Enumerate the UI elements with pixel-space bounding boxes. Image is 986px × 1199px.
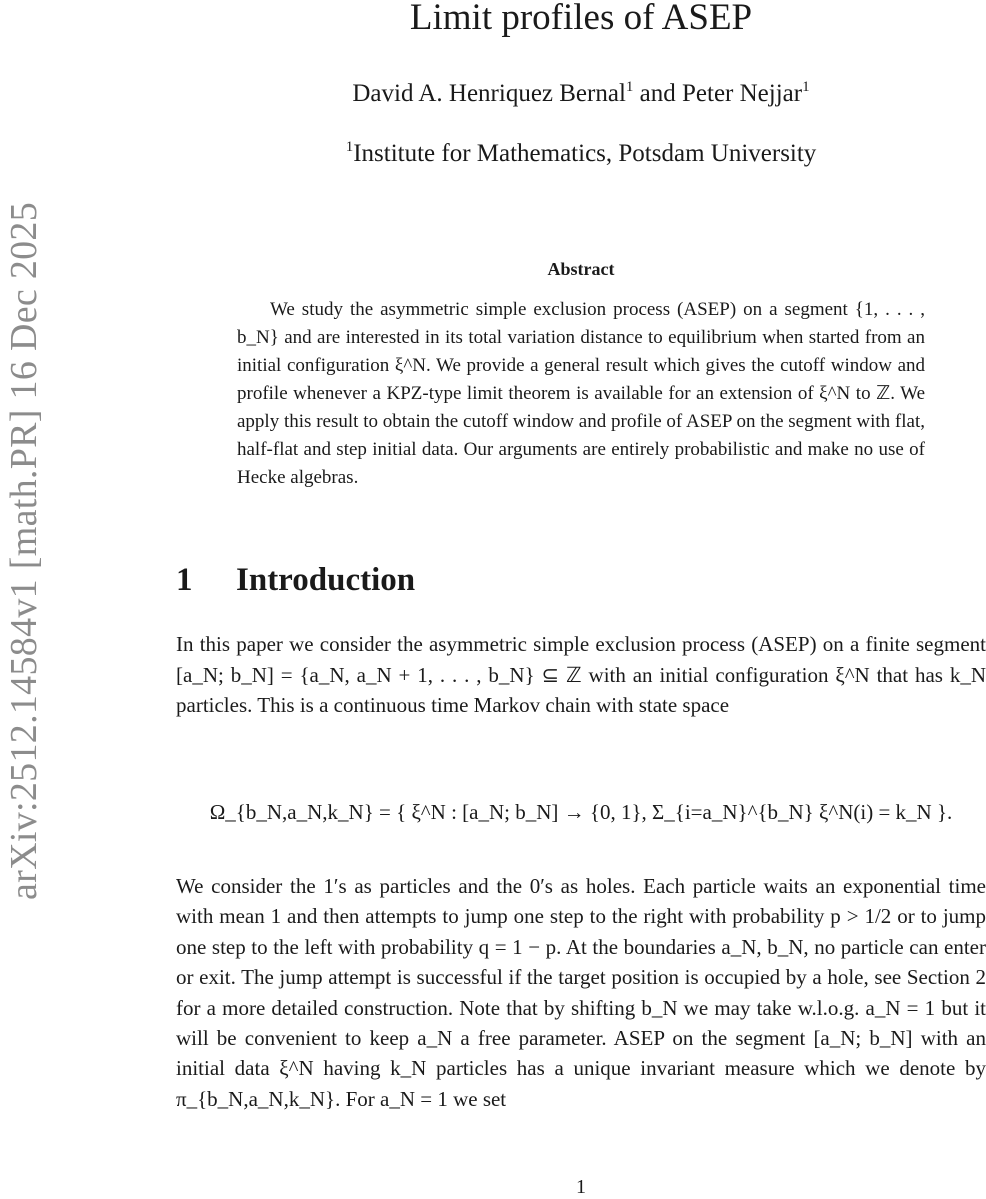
- author-line: [176, 80, 986, 108]
- author-second-affil-mark: 1: [802, 79, 810, 95]
- affiliation: [176, 140, 986, 168]
- affiliation-mark: 1: [345, 139, 354, 155]
- section-title: Introduction: [236, 562, 416, 598]
- state-space-formula: Ω_{b_N,a_N,k_N} = { ξ^N : [a_N; b_N] → {0, 1}, Σ_{i=a_N}^{b_N} ξ^N(i) = k_N }.: [209, 800, 953, 824]
- author-first: David A. Henriquez Bernal: [352, 80, 626, 107]
- abstract-body: We study the asymmetric simple exclusion process (ASEP) on a segment {1, . . . , b_N} and are interested in its total variation distance to equilibrium when started from an initial configuration ξ^N. We provide a general result which gives the cutoff window and profile whenever a KPZ-type limit theorem is available for an extension of ξ^N to ℤ. We apply this result to obtain the cutoff window and profile of ASEP on the segment with flat, half-flat and step initial data. Our arguments are entirely probabilistic and make no use of Hecke algebras.: [237, 299, 925, 488]
- affiliation-text: Institute for Mathematics, Potsdam University: [353, 140, 817, 167]
- page-number: 1: [576, 1176, 586, 1198]
- section-number: 1: [176, 562, 193, 598]
- intro-paragraph-2: We consider the 1′s as particles and the 0′s as holes. Each particle waits an exponential time with mean 1 and then attempts to jump one step to the right with probability p > 1/2 or to jump one step to the left with probability q = 1 − p. At the boundaries a_N, b_N, no particle can enter or exit. The jump attempt is successful if the target position is occupied by a hole, see Section 2 for a more detailed construction. Note that by shifting b_N we may take w.l.o.g. a_N = 1 but it will be convenient to keep a_N a free parameter. ASEP on the segment [a_N; b_N] with an initial data ξ^N having k_N particles has a unique invariant measure which we denote by π_{b_N,a_N,k_N}. For a_N = 1 we set: [176, 874, 986, 1111]
- state-space-equation: [176, 768, 986, 856]
- intro-paragraph-1: In this paper we consider the asymmetric simple exclusion process (ASEP) on a finite segment [a_N; b_N] = {a_N, a_N + 1, . . . , b_N} ⊆ ℤ with an initial configuration ξ^N that has k_N particles. This is a continuous time Markov chain with state space: [176, 632, 986, 717]
- section-heading: [176, 562, 415, 599]
- author-first-affil-mark: 1: [625, 79, 634, 95]
- arxiv-watermark: arXiv:2512.14584v1 [math.PR] 16 Dec 2025: [3, 201, 45, 900]
- abstract-heading: Abstract: [547, 259, 615, 279]
- author-connector: and: [639, 80, 676, 107]
- author-second: Peter Nejjar: [682, 80, 803, 107]
- paper-title: Limit profiles of ASEP: [409, 0, 753, 38]
